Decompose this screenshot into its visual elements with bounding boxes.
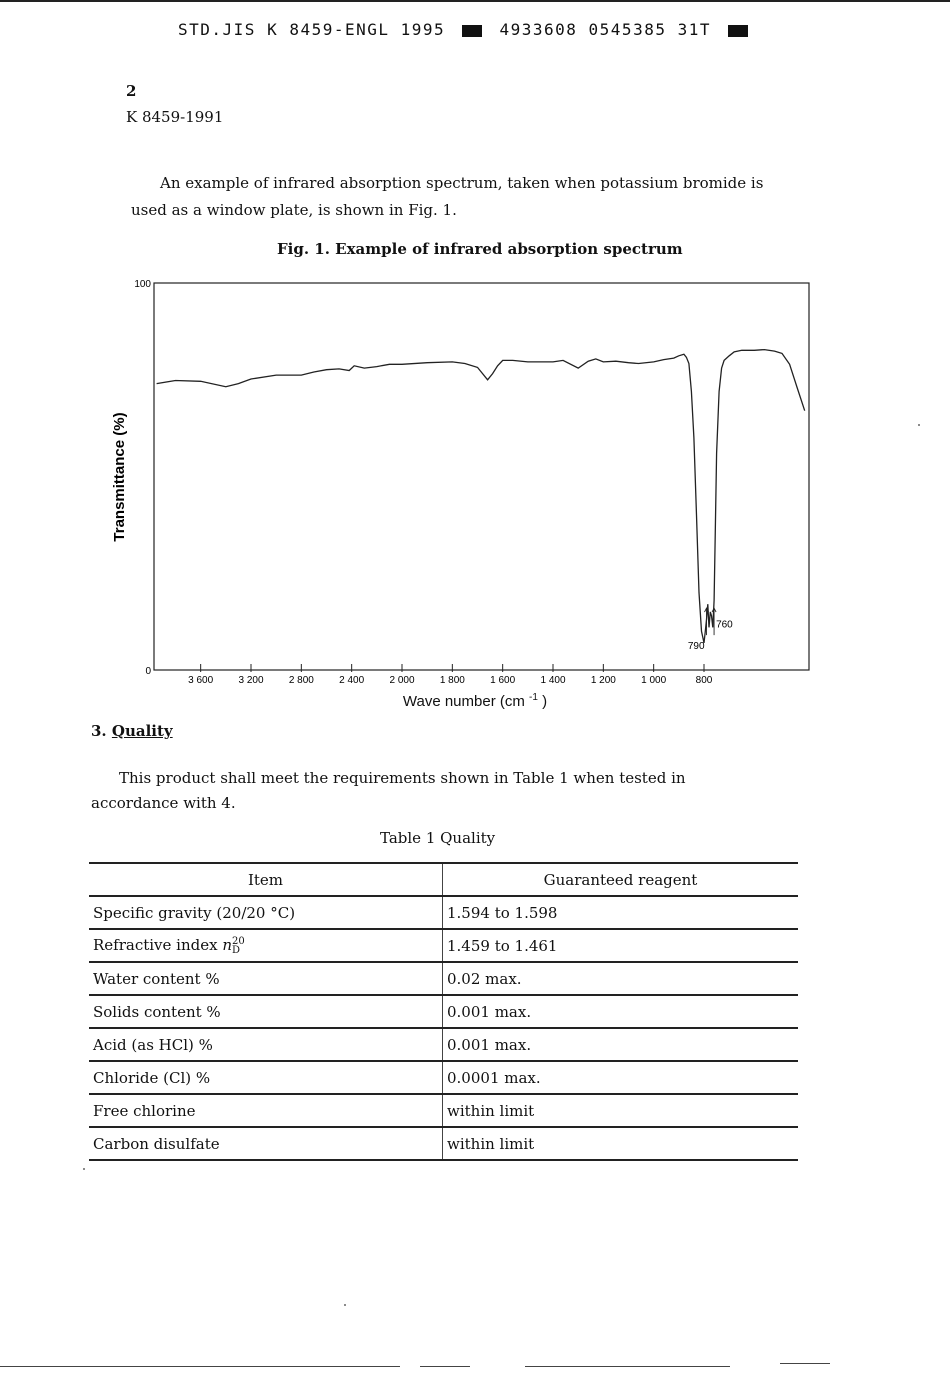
x-tick-label: 3 600	[188, 675, 214, 686]
x-tick-label: 1 600	[490, 675, 516, 686]
row-value: 1.594 to 1.598	[443, 896, 799, 929]
document-id: K 8459-1991	[126, 108, 224, 126]
table-row	[89, 1028, 798, 1061]
barcode-number: 4933608 0545385 31T	[499, 20, 711, 39]
x-axis-label-main: Wave number (cm	[402, 693, 525, 710]
x-tick-label: 1 000	[641, 675, 667, 686]
annotation-label: 760	[716, 619, 733, 631]
table-row	[89, 896, 798, 929]
table-row	[89, 962, 798, 995]
scan-line	[420, 1366, 470, 1367]
scan-speck	[344, 1304, 346, 1306]
scan-line	[525, 1366, 730, 1367]
refractive-symbol: n	[222, 936, 233, 954]
y-tick-label: 0	[145, 666, 151, 677]
row-value: 1.459 to 1.461	[443, 929, 799, 962]
row-item: Free chlorine	[89, 1094, 443, 1127]
row-value: 0.0001 max.	[443, 1061, 799, 1094]
x-tick-label: 2 000	[389, 675, 415, 686]
row-value: 0.001 max.	[443, 1028, 799, 1061]
table-title: Table 1 Quality	[380, 829, 496, 847]
table-row	[89, 929, 798, 962]
table-row	[89, 1061, 798, 1094]
row-item	[89, 929, 443, 962]
x-axis-label-sup: -1	[529, 692, 538, 703]
x-tick-label: 1 200	[590, 675, 616, 686]
x-axis-label	[403, 687, 547, 710]
row-value: within limit	[443, 1094, 799, 1127]
y-axis-label: Transmittance (%)	[111, 412, 128, 542]
x-tick-label: 1 400	[540, 675, 566, 686]
section-title: Quality	[111, 722, 173, 740]
header-guaranteed-reagent: Guaranteed reagent	[443, 863, 799, 896]
section-number: 3.	[91, 722, 107, 740]
x-tick-label: 2 400	[339, 675, 365, 686]
row-value: 0.02 max.	[443, 962, 799, 995]
x-tick-label: 3 200	[238, 675, 264, 686]
row-value: within limit	[443, 1127, 799, 1160]
black-block-mark-end	[728, 25, 748, 37]
row-item-text: Refractive index	[93, 936, 223, 954]
scan-line	[0, 1366, 400, 1367]
standard-header	[178, 20, 754, 39]
x-axis-label-close: )	[542, 693, 548, 710]
table-row	[89, 1127, 798, 1160]
table-row	[89, 995, 798, 1028]
table-header-row	[89, 863, 798, 896]
refractive-sup: 20	[232, 936, 245, 947]
quality-line-1: This product shall meet the requirements shown in Table 1 when tested in	[119, 769, 686, 787]
y-tick-label: 100	[134, 279, 151, 290]
row-value: 0.001 max.	[443, 995, 799, 1028]
black-block-mark	[462, 25, 482, 37]
x-tick-label: 1 800	[439, 675, 465, 686]
section-heading	[91, 722, 173, 740]
ir-spectrum-chart	[100, 270, 820, 720]
table-row	[89, 1094, 798, 1127]
row-item: Solids content %	[89, 995, 443, 1028]
intro-line-1: An example of infrared absorption spectrum, taken when potassium bromide is	[160, 174, 764, 192]
refractive-sub: D	[232, 945, 241, 956]
quality-table	[89, 862, 798, 1161]
x-tick-label: 800	[695, 675, 713, 686]
scan-speck	[918, 424, 920, 426]
x-tick-label: 2 800	[288, 675, 314, 686]
row-item: Specific gravity (20/20 °C)	[89, 896, 443, 929]
quality-line-2: accordance with 4.	[91, 794, 236, 812]
scan-line	[780, 1363, 830, 1364]
intro-line-2: used as a window plate, is shown in Fig. 1.	[131, 201, 457, 219]
spectrum-line	[157, 350, 805, 643]
row-item: Acid (as HCl) %	[89, 1028, 443, 1061]
top-rule	[0, 0, 950, 2]
page-number: 2	[126, 82, 137, 100]
annotation-label: 790	[687, 641, 705, 653]
header-item: Item	[89, 863, 443, 896]
scan-speck	[83, 1168, 85, 1170]
row-item: Carbon disulfate	[89, 1127, 443, 1160]
row-item: Water content %	[89, 962, 443, 995]
std-code: STD.JIS K 8459-ENGL 1995	[178, 20, 446, 39]
figure-title: Fig. 1. Example of infrared absorption spectrum	[277, 240, 683, 258]
row-item: Chloride (Cl) %	[89, 1061, 443, 1094]
